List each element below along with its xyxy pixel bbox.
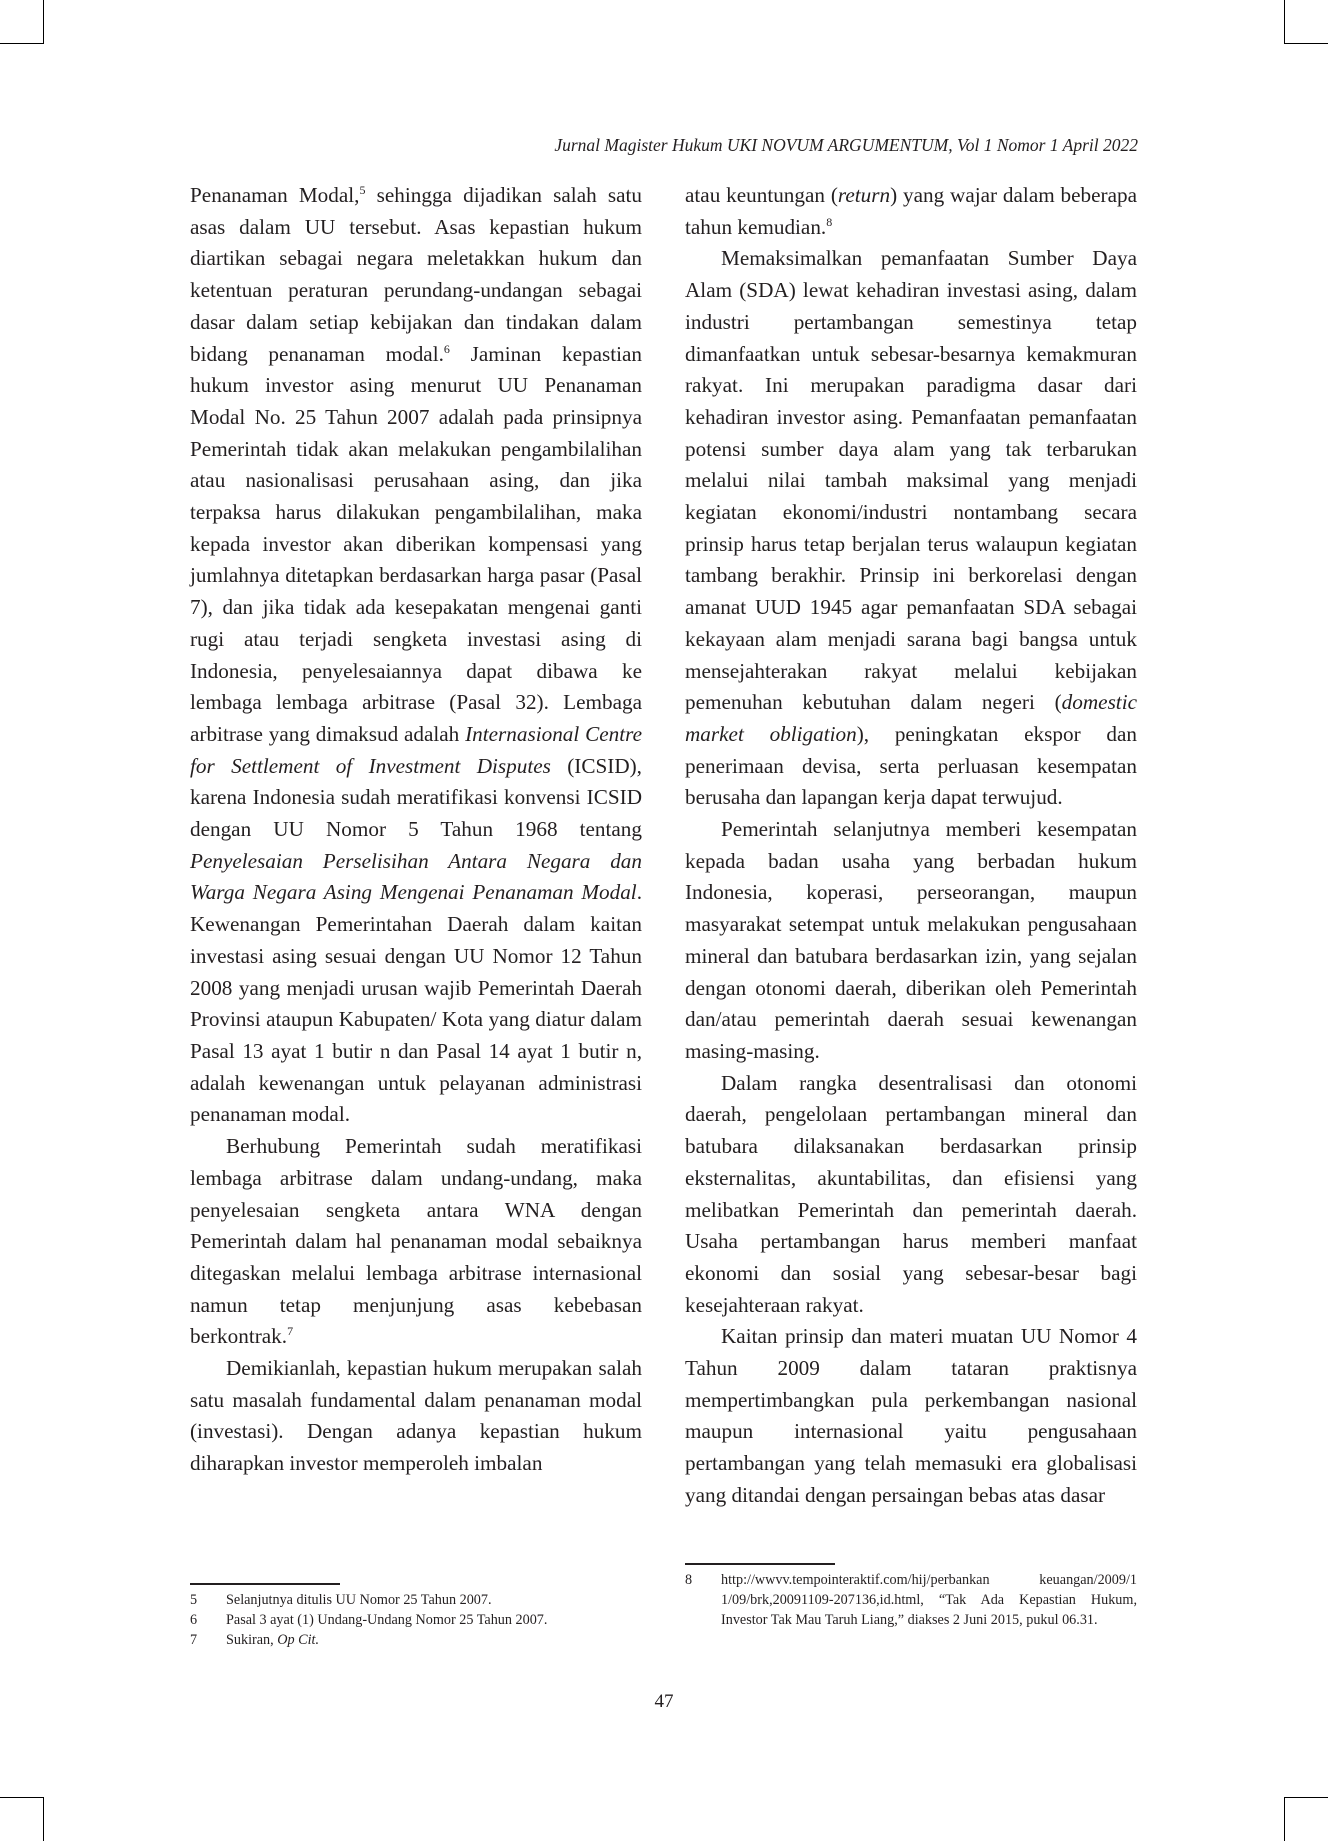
crop-mark	[1284, 0, 1285, 44]
page-number: 47	[654, 1691, 674, 1712]
footnote-url-text[interactable]: http://wwvv.tempointeraktif.com/hij/perbankan keuangan/2009/1 1/09/brk,20091109-207136,id.html, “Tak Ada Kepastian Hukum, Investor Tak Mau Taruh Liang,” diakses 2 Juni 2015, pukul 06.31.	[721, 1572, 1137, 1628]
running-header: Jurnal Magister Hukum UKI NOVUM ARGUMENTUM, Vol 1 Nomor 1 April 2022	[554, 135, 1138, 155]
footnote-separator	[685, 1563, 835, 1565]
footnote-ref[interactable]: 6	[443, 341, 450, 356]
left-column	[190, 180, 642, 1480]
paragraph: Memaksimalkan pemanfaatan Sumber Daya Alam (SDA) lewat kehadiran investasi asing, dalam industri pertambangan semestinya tetap dimanfaatkan untuk sebesar-besarnya kemakmuran rakyat. Ini merupakan paradigma dasar dari kehadiran investor asing. Pemanfaatan pemanfaatan potensi sumber daya alam yang tak terbarukan melalui nilai tambah maksimal yang menjadi kegiatan ekonomi/industri nontambang secara prinsip harus tetap berjalan terus walaupun kegiatan tambang berakhir. Prinsip ini berkorelasi dengan amanat UUD 1945 agar pemanfaatan SDA sebagai kekayaan alam menjadi sarana bagi bangsa untuk mensejahterakan rakyat melalui kebijakan pemenuhan kebutuhan dalam negeri (domestic market obligation), peningkatan ekspor dan penerimaan devisa, serta perluasan kesempatan berusaha dan lapangan kerja dapat terwujud.	[685, 246, 1137, 810]
crop-mark	[43, 1797, 44, 1841]
crop-mark	[1284, 43, 1328, 44]
paragraph: atau keuntungan (return) yang wajar dalam beberapa tahun kemudian.$^8$	[685, 183, 1138, 239]
paragraph: Pemerintah selanjutnya memberi kesempatan kepada badan usaha yang berbadan hukum Indonesia, koperasi, perseorangan, maupun masyarakat setempat untuk melakukan pengusahaan mineral dan batubara berdasarkan izin, yang sejalan dengan otonomi daerah, diberikan oleh Pemerintah dan/atau pemerintah daerah sesuai kewenangan masing-masing.	[685, 817, 1137, 1063]
footnote-ref[interactable]: 5	[359, 182, 366, 197]
footnote-ref[interactable]: 7	[287, 1324, 294, 1339]
footnote: 6 Pasal 3 ayat (1) Undang-Undang Nomor 25 Tahun 2007.	[190, 1612, 548, 1628]
footnotes-left	[190, 1590, 642, 1650]
footnote: 8 http://wwvv.tempointeraktif.com/hij/perbankan keuangan/2009/1 1/09/brk,20091109-207136,id.html, “Tak Ada Kepastian Hukum, Investor Tak Mau Taruh Liang,” diakses 2 Juni 2015, pukul 06.31.	[685, 1572, 1137, 1628]
footnote-separator	[190, 1583, 340, 1585]
footnote-ref[interactable]: 8	[826, 214, 833, 229]
crop-mark	[1284, 1797, 1328, 1798]
crop-mark	[1284, 1797, 1285, 1841]
crop-mark	[0, 43, 44, 44]
crop-mark	[0, 1797, 44, 1798]
paragraph: Penanaman Modal,$^5$ sehingga dijadikan salah satu asas dalam UU tersebut. Asas kepastian hukum diartikan sebagai negara meletakkan hukum dan ketentuan peraturan perundang-undangan sebagai dasar dalam setiap kebijakan dan tindakan dalam bidang penanaman modal.$^6$ Jaminan kepastian hukum investor asing menurut UU Penanaman Modal No. 25 Tahun 2007 adalah pada prinsipnya Pemerintah tidak akan melakukan pengambilalihan atau nasionalisasi perusahaan asing, dan jika terpaksa harus dilakukan pengambilalihan, maka kepada investor akan diberikan kompensasi yang jumlahnya ditetapkan berdasarkan harga pasar (Pasal 7), dan jika tidak ada kesepakatan mengenai ganti rugi atau terjadi sengketa investasi asing di Indonesia, penyelesaiannya dapat dibawa ke lembaga lembaga arbitrase (Pasal 32). Lembaga arbitrase yang dimaksud adalah Internasional Centre for Settlement of Investment Disputes (ICSID), karena Indonesia sudah meratifikasi konvensi ICSID dengan UU Nomor 5 Tahun 1968 tentang Penyelesaian Perselisihan Antara Negara dan Warga Negara Asing Mengenai Penanaman Modal. Kewenangan Pemerintahan Daerah dalam kaitan investasi asing sesuai dengan UU Nomor 12 Tahun 2008 yang menjadi urusan wajib Pemerintah Daerah Provinsi ataupun Kabupaten/ Kota yang diatur dalam Pasal 13 ayat 1 butir n dan Pasal 14 ayat 1 butir n, adalah kewenangan untuk pelayanan administrasi penanaman modal.	[190, 182, 643, 1127]
paragraph: Dalam rangka desentralisasi dan otonomi daerah, pengelolaan pertambangan mineral dan batubara dilaksanakan berdasarkan prinsip eksternalitas, akuntabilitas, dan efisiensi yang melibatkan Pemerintah dan pemerintah daerah. Usaha pertambangan harus memberi manfaat ekonomi dan sosial yang sebesar-besar bagi kesejahteraan rakyat.	[685, 1070, 1137, 1317]
paragraph: Berhubung Pemerintah sudah meratifikasi lembaga arbitrase dalam undang-undang, maka penyelesaian sengketa antara WNA dengan Pemerintah dalam hal penanaman modal sebaiknya ditegaskan melalui lembaga arbitrase internasional namun tetap menjunjung asas kebebasan berkontrak.$^7$	[190, 1134, 642, 1349]
right-column	[685, 180, 1137, 1512]
paragraph: Kaitan prinsip dan materi muatan UU Nomor 4 Tahun 2009 dalam tataran praktisnya mempertimbangkan pula perkembangan nasional maupun internasional yaitu pengusahaan pertambangan yang telah memasuki era globalisasi yang ditandai dengan persaingan bebas atas dasar	[685, 1324, 1137, 1507]
crop-mark	[43, 0, 44, 44]
footnote: 7 Sukiran, Op Cit.	[190, 1632, 320, 1648]
footnotes-right	[685, 1570, 1137, 1630]
paragraph: Demikianlah, kepastian hukum merupakan salah satu masalah fundamental dalam penanaman modal (investasi). Dengan adanya kepastian hukum diharapkan investor memperoleh imbalan	[190, 1356, 642, 1476]
footnote: 5 Selanjutnya ditulis UU Nomor 25 Tahun 2007.	[190, 1592, 492, 1608]
